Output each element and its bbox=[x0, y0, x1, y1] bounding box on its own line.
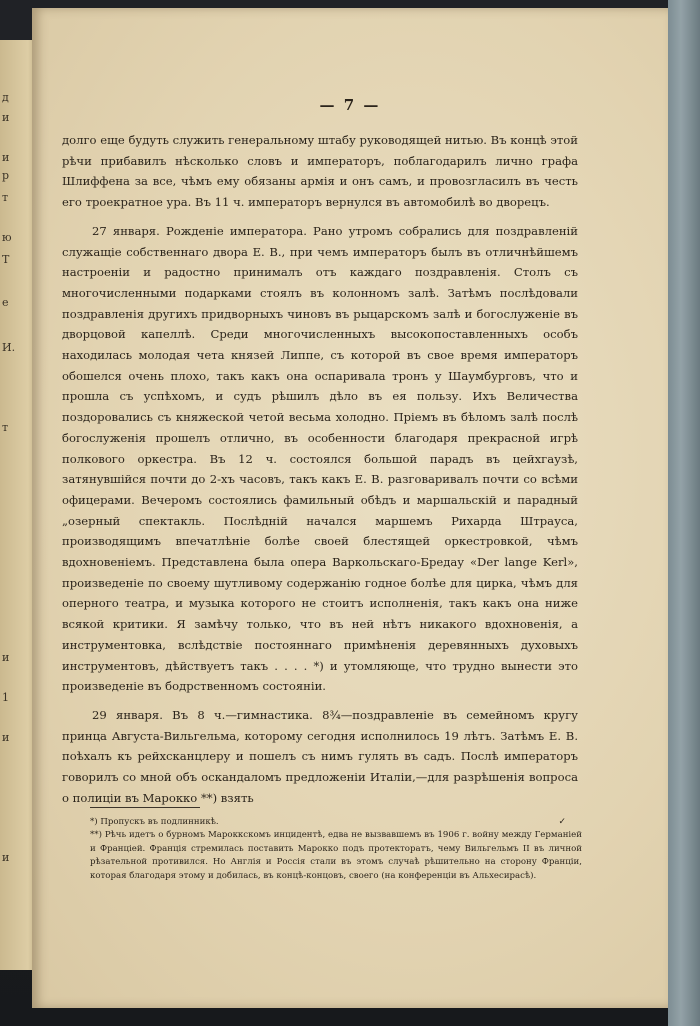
facing-page-fragment: е bbox=[2, 296, 9, 309]
paragraph bbox=[62, 705, 578, 809]
facing-page-fragment: р bbox=[2, 169, 10, 182]
facing-page-fragment: т bbox=[2, 421, 9, 434]
book-cover-edge bbox=[668, 0, 700, 1026]
facing-page-fragment: и bbox=[2, 151, 10, 164]
page-body bbox=[62, 130, 578, 809]
footnote-divider bbox=[90, 807, 200, 808]
paragraph-text: 29 января. Въ 8 ч.—гимнастика. 8¾—поздравленіе въ семейномъ кругу принца Августа-Вильгельма, которому сегодня исполнилось 19 лѣтъ. Затѣмъ Е. В. поѣхалъ къ рейхсканцлеру и пошелъ съ нимъ гулять въ садъ. Послѣ императоръ говорилъ со мной объ оскандаломъ предложеніи Италіи,—для разрѣшенія вопроса о полиціи въ Марокко **) взять bbox=[62, 707, 578, 805]
paragraph: долго еще будуть служить генеральному штабу руководящей нитью. Въ концѣ этой рѣчи прибавилъ нѣсколько словъ и императоръ, поблагодарилъ лично графа Шлиффена за все, чѣмъ ему обязаны армія и онъ самъ, и провозгласилъ въ честь его троекратное ура. Въ 11 ч. императоръ вернулся въ автомобилѣ во дворецъ. bbox=[62, 133, 578, 210]
paragraph-text: 27 января. Рожденіе императора. Рано утромъ собрались для поздравленій служащіе собственнаго двора Е. В., при чемъ императоръ былъ въ отличнѣйшемъ настроеніи и радостно принималъ отъ каждаго поздравленія. Столъ съ многочисленными подарками стоялъ въ колонномъ залѣ. Затѣмъ послѣдовали поздравленія другихъ придворныхъ чиновъ въ рыцарскомъ залѣ и богослуженіе въ дворцовой капеллѣ. Среди многочисленныхъ высокопоставленныхъ особъ находилась молодая чета князей Липпе, съ которой въ свое время императоръ обошелся очень плохо, такъ какъ она оспаривала тронъ у Шаумбурговъ, что и прошла съ успѣхомъ, и судъ рѣшилъ дѣло въ ея пользу. Ихъ Величества поздоровались съ княжеской четой весьма холодно. Пріемъ въ бѣломъ залѣ послѣ богослуженія прошелъ отлично, въ особенности благодаря прекрасной игрѣ полкового оркестра. Въ 12 ч. состоялся большой парадъ въ цейхгаузѣ, затянувшійся почти до 2-хъ часовъ, такъ какъ Е. В. разговаривалъ почти со всѣми офицерами. Вечеромъ состоялись фамильный обѣдъ и маршальскій и парадный „озерный спектакль. Послѣдній начался маршемъ Рихарда Штрауса, производящимъ впечатлѣніе болѣе своей блестящей оркестровкой, чѣмъ вдохновеніемъ. Представлена была опера Варкольскаго-Бредау «Der lange Kerl», произведеніе по своему шутливому содержанію годное болѣе для цирка, чѣмъ для оперного театра, и музыка которого не стоитъ исполненія, такъ какъ она ниже всякой критики. Я замѣчу только, что въ ней нѣтъ никакого вдохновенія, а инструментовка, вслѣдствіе постояннаго примѣненія деревянныхъ духовыхъ инструментовъ, дѣйствуетъ такъ . . . . *) и утомляюще, что трудно вынести это произведеніе въ бодрственномъ состояніи. bbox=[62, 223, 578, 694]
facing-page-fragment: 1 bbox=[2, 691, 9, 704]
page-number: — 7 — bbox=[319, 96, 381, 114]
facing-page-fragment: ю bbox=[2, 231, 12, 244]
facing-page-fragment: Т bbox=[2, 253, 10, 266]
pencil-mark: ✓ bbox=[558, 817, 566, 827]
facing-page-fragment: И. bbox=[2, 341, 16, 354]
footnotes bbox=[90, 816, 582, 883]
facing-page-fragment: т bbox=[2, 191, 9, 204]
footnote-text: *) Пропускъ въ подлинникѣ. bbox=[90, 817, 219, 827]
paragraph bbox=[62, 221, 578, 697]
facing-page-fragment: и bbox=[2, 651, 10, 664]
book-page bbox=[32, 8, 668, 1008]
footnote: **) Рѣчь идетъ о бурномъ Мароккскомъ инцидентѣ, едва не вызвавшемъ въ 1906 г. войну между Германіей и Франціей. Франція стремилась поставить Марокко подъ протекторатъ, чему Вильгельмъ II въ личной рѣзательной противился. Но Англія и Россія стали въ этомъ случаѣ рѣшительно на сторону Франціи, которая благодаря этому и добилась, въ концѣ-концовъ, своего (на конференціи въ Альхесирасѣ). bbox=[90, 830, 582, 881]
facing-page-fragment: и bbox=[2, 851, 10, 864]
footnote bbox=[90, 816, 582, 829]
facing-page-fragment: д bbox=[2, 91, 9, 104]
facing-page-fragment: и bbox=[2, 731, 10, 744]
facing-page-fragment: и bbox=[2, 111, 10, 124]
